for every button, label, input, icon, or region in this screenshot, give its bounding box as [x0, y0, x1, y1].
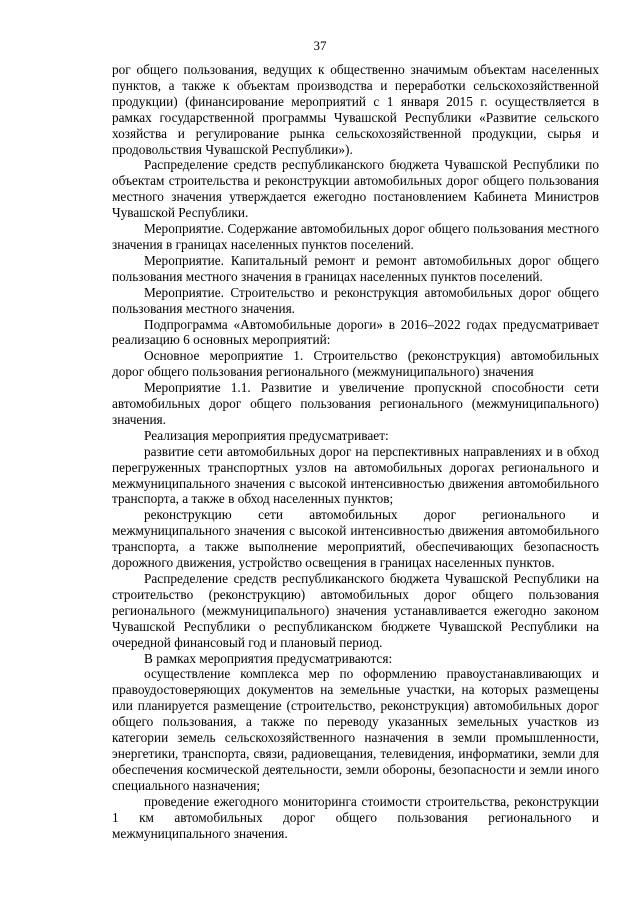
paragraph: рог общего пользования, ведущих к общественно значимым объектам населенных пунктов, а также к объектам производства и переработки сельскохозяйственной продукции) (финансирование мероприятий с 1 января 2015 г. осуществляется в рамках государственной программы Чувашской Республики «Развитие сельского хозяйства и регулирование рынка сельскохозяйственной продукции, сырья и продовольствия Чувашской Республики»).	[112, 62, 599, 157]
page-number: 37	[313, 38, 327, 53]
paragraph: Мероприятие 1.1. Развитие и увеличение пропускной способности сети автомобильных дорог общего пользования регионального (межмуниципального) значения.	[112, 380, 599, 427]
paragraph: Подпрограмма «Автомобильные дороги» в 2016–2022 годах предусматривает реализацию 6 основных мероприятий:	[112, 316, 599, 348]
paragraph: проведение ежегодного мониторинга стоимости строительства, реконструкции 1 км автомобильных дорог общего пользования регионального и межмуниципального значения.	[112, 793, 599, 841]
paragraph: осуществление комплекса мер по оформлению правоустанавливающих и правоудостоверяющих документов на земельные участки, на которых размещены или планируется размещение (строительство, реконструкция) автомобильных дорог общего пользования, а также по переводу указанных земельных участков из категории земель сельскохозяйственного назначения в земли промышленности, энергетики, транспорта, связи, радиовещания, телевидения, информатики, земли для обеспечения космической деятельности, земли обороны, безопасности и земли иного специального назначения;	[112, 666, 599, 793]
paragraph: Основное мероприятие 1. Строительство (реконструкция) автомобильных дорог общего пользования регионального (межмуниципального) значения	[112, 348, 599, 380]
paragraph: В рамках мероприятия предусматриваются:	[144, 650, 393, 666]
paragraph: реконструкцию сети автомобильных дорог регионального и межмуниципального значения с высокой интенсивностью движения автомобильного транспорта, а также выполнение мероприятий, обеспечивающих безопасность дорожного движения, устройство освещения в границах населенных пунктов.	[112, 507, 599, 571]
paragraph: Мероприятие. Содержание автомобильных дорог общего пользования местного значения в границах населенных пунктов поселений.	[112, 221, 599, 252]
paragraph: Мероприятие. Строительство и реконструкция автомобильных дорог общего пользования местного значения.	[112, 284, 599, 316]
paragraph: Реализация мероприятия предусматривает:	[144, 427, 389, 443]
paragraph: развитие сети автомобильных дорог на перспективных направлениях и в обход перегруженных транспортных узлов на автомобильных дорогах регионального и межмуниципального значения с высокой интенсивностью движения автомобильного транспорта, а также в обход населенных пунктов;	[112, 443, 599, 507]
paragraph: Распределение средств республиканского бюджета Чувашской Республики на строительство (реконструкцию) автомобильных дорог общего пользования регионального (межмуниципального) значения устанавливается ежегодно законом Чувашской Республики о республиканском бюджете Чувашской Республики на очередной финансовый год и плановый период.	[112, 571, 599, 650]
paragraph: Мероприятие. Капитальный ремонт и ремонт автомобильных дорог общего пользования местного значения в границах населенных пунктов поселений.	[112, 252, 599, 284]
body-text	[112, 62, 599, 841]
paragraph: Распределение средств республиканского бюджета Чувашской Республики по объектам строительства и реконструкции автомобильных дорог общего пользования местного значения утверждается ежегодно постановлением Кабинета Министров Чувашской Республики.	[112, 157, 599, 221]
